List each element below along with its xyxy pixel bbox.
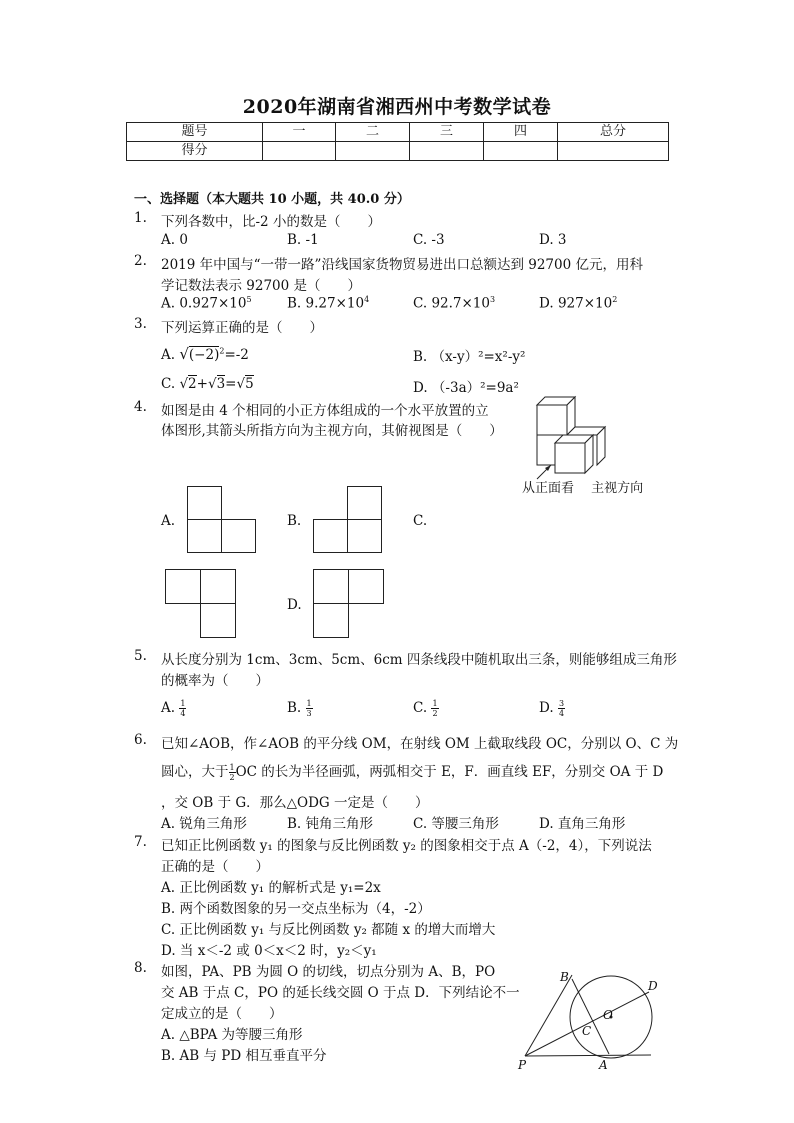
- score-cell: [263, 142, 336, 161]
- score-header-cell: 三: [410, 123, 484, 142]
- option-c: C. 正比例函数 y₁ 与反比例函数 y₂ 都随 x 的增大而增大: [161, 922, 496, 938]
- sqrt-icon: √: [236, 376, 246, 392]
- option-b: B. （x-y）²=x²-y²: [413, 349, 526, 365]
- option-d: D. 3: [539, 232, 567, 248]
- question-number: 6.: [134, 732, 147, 748]
- score-table: [126, 122, 669, 161]
- option-exponent: 2: [612, 295, 618, 304]
- option-base: 92.7×10: [431, 295, 490, 312]
- question-number: 1.: [134, 210, 147, 226]
- option-a-label: A.: [161, 513, 176, 529]
- question-stem-line1: 已知∠AOB，作∠AOB 的平分线 OM，在射线 OM 上截取线段 OC，分别以 O、C 为: [161, 736, 679, 752]
- numerator: 1: [180, 699, 186, 708]
- cubes-figure: [525, 395, 615, 480]
- option-c-figure: [165, 569, 237, 639]
- option-d: D. （-3a）²=9a²: [413, 380, 519, 396]
- question-stem-line1: 从长度分别为 1cm、3cm、5cm、6cm 四条线段中随机取出三条，则能够组成三角形: [161, 652, 677, 668]
- question-stem-line1: 如图是由 4 个相同的小正方体组成的一个水平放置的立: [161, 403, 489, 419]
- question-number: 3.: [134, 316, 147, 332]
- question-stem-line2: 正确的是（ ）: [161, 859, 269, 875]
- denominator: 4: [180, 709, 186, 718]
- score-table-header-row: [127, 123, 669, 142]
- option-a: A. 0: [161, 232, 188, 248]
- option-label: A.: [161, 347, 176, 363]
- denominator: 3: [306, 709, 312, 718]
- option-label: C.: [413, 295, 432, 312]
- question-stem-line2: 学记数法表示 92700 是（ ）: [161, 278, 362, 294]
- label-a: A: [599, 1058, 608, 1072]
- question-stem-line3: ，交 OB 于 G．那么△ODG 一定是（ ）: [161, 795, 429, 811]
- option-label: D.: [539, 295, 558, 312]
- radicand: 5: [245, 376, 254, 392]
- option-b: [287, 699, 313, 718]
- option-c: C. -3: [413, 232, 445, 248]
- option-exponent: 3: [490, 295, 496, 304]
- question-stem-line2: 交 AB 于点 C，PO 的延长线交圆 O 于点 D．下列结论不一: [161, 985, 520, 1001]
- option-a: [161, 699, 186, 718]
- question-stem-line2: [161, 760, 663, 782]
- score-header-cell: 总分: [558, 123, 669, 142]
- option-b: B. AB 与 PD 相互垂直平分: [161, 1048, 327, 1064]
- question-number: 4.: [134, 399, 147, 415]
- question-stem-line2: 体图形,其箭头所指方向为主视方向，其俯视图是（ ）: [161, 423, 503, 439]
- question-stem-line1: 已知正比例函数 y₁ 的图象与反比例函数 y₂ 的图象相交于点 A（-2，4），下列说法: [161, 838, 652, 854]
- question-stem: 下列运算正确的是（ ）: [161, 320, 323, 336]
- label-b: B: [560, 970, 569, 984]
- option-a: [161, 295, 252, 312]
- numerator: 1: [432, 699, 438, 708]
- option-b: B. 两个函数图象的另一交点坐标为（4，-2）: [161, 901, 431, 917]
- label-d: D: [648, 979, 658, 993]
- label-o: O: [603, 1008, 613, 1022]
- score-header-cell: 题号: [127, 123, 263, 142]
- question-stem-line1: 如图，PA、PB 为圆 O 的切线，切点分别为 A、B，PO: [161, 964, 496, 980]
- cube-front-face: [537, 405, 567, 435]
- denominator: 4: [558, 709, 565, 718]
- score-header-cell: 二: [336, 123, 410, 142]
- option-a: A. △BPA 为等腰三角形: [161, 1027, 303, 1043]
- option-a: [161, 345, 249, 363]
- option-base: 9.27×10: [305, 295, 365, 312]
- option-base: 927×10: [557, 295, 613, 312]
- question-stem-line1: 2019 年中国与“一带一路”沿线国家货物贸易进出口总额达到 92700 亿元，用科: [161, 257, 643, 273]
- option-b: B. 钝角三角形: [287, 816, 374, 832]
- sqrt-icon: √: [179, 345, 189, 363]
- question-stem: 下列各数中，比-2 小的数是（ ）: [161, 214, 381, 230]
- denominator: 2: [229, 773, 235, 782]
- question-number: 7.: [134, 834, 147, 850]
- option-label: C.: [161, 376, 176, 392]
- option-exponent: 5: [246, 295, 252, 304]
- stem-text: 圆心，大于: [161, 764, 229, 780]
- circle-tangent-figure: [515, 965, 665, 1075]
- option-a: A. 正比例函数 y₁ 的解析式是 y₁=2x: [161, 880, 381, 896]
- label-p: P: [518, 1058, 527, 1072]
- label-c: C: [582, 1024, 592, 1038]
- question-stem-line2: 的概率为（ ）: [161, 673, 269, 689]
- numerator: 3: [558, 699, 565, 708]
- sqrt-icon: √: [179, 376, 189, 392]
- numerator: 1: [306, 699, 312, 708]
- denominator: 2: [432, 709, 438, 718]
- fraction: [558, 699, 565, 718]
- option-d-figure: [313, 569, 385, 639]
- option-exponent: 4: [364, 295, 370, 304]
- option-c: [161, 376, 254, 392]
- option-c: C. 等腰三角形: [413, 816, 499, 832]
- score-table-row: [127, 142, 669, 161]
- plus-sign: +: [196, 376, 208, 392]
- score-row-label: 得分: [127, 142, 263, 161]
- radicand: 3: [216, 376, 226, 392]
- option-c: [413, 699, 439, 718]
- tangent-pa-baseline: [525, 1055, 651, 1056]
- option-d: D. 直角三角形: [539, 816, 626, 832]
- figure-caption: 从正面看 主视方向: [522, 481, 644, 496]
- stem-text: OC 的长为半径画弧，两弧相交于 E，F．画直线 EF，分别交 OA 于 D: [235, 764, 664, 780]
- option-a: A. 锐角三角形: [161, 816, 247, 832]
- option-label: A.: [161, 295, 180, 312]
- option-b-figure: [313, 486, 383, 554]
- option-c-label: C.: [413, 513, 428, 529]
- option-label: B.: [287, 700, 302, 716]
- option-d-label: D.: [287, 597, 302, 613]
- option-b: [287, 295, 369, 312]
- question-stem-line3: 定成立的是（ ）: [161, 1006, 283, 1022]
- question-number: 8.: [134, 960, 147, 976]
- score-header-cell: 四: [484, 123, 558, 142]
- option-label: C.: [413, 700, 428, 716]
- score-cell: [336, 142, 410, 161]
- option-label: A.: [161, 700, 176, 716]
- score-header-cell: 一: [263, 123, 336, 142]
- numerator: 1: [229, 763, 235, 772]
- equals-sign: =: [225, 376, 237, 392]
- score-cell: [484, 142, 558, 161]
- score-cell: [410, 142, 484, 161]
- score-cell: [558, 142, 669, 161]
- option-c: [413, 295, 495, 312]
- fraction: [306, 699, 313, 718]
- fraction: [179, 699, 186, 718]
- option-a-figure: [187, 486, 257, 554]
- result: =-2: [224, 347, 249, 363]
- cube-front-face: [555, 443, 585, 473]
- page-title: 2020年湖南省湘西州中考数学试卷: [242, 96, 552, 118]
- option-base: 0.927×10: [179, 295, 247, 312]
- option-d: [539, 295, 617, 312]
- option-label: D.: [539, 700, 554, 716]
- fraction: [229, 763, 236, 782]
- radicand: (−2): [188, 347, 220, 363]
- section-heading: 一、选择题（本大题共 10 小题，共 40.0 分）: [134, 192, 410, 207]
- radicand: 2: [188, 376, 197, 392]
- sqrt-icon: √: [207, 376, 217, 392]
- option-label: B.: [287, 295, 306, 312]
- option-d: [539, 699, 565, 718]
- question-number: 5.: [134, 648, 147, 664]
- option-b-label: B.: [287, 513, 302, 529]
- option-b: B. -1: [287, 232, 319, 248]
- fraction: [431, 699, 438, 718]
- exponent: 2: [219, 346, 225, 356]
- question-number: 2.: [134, 253, 147, 269]
- option-d: D. 当 x＜-2 或 0＜x＜2 时，y₂＜y₁: [161, 943, 377, 959]
